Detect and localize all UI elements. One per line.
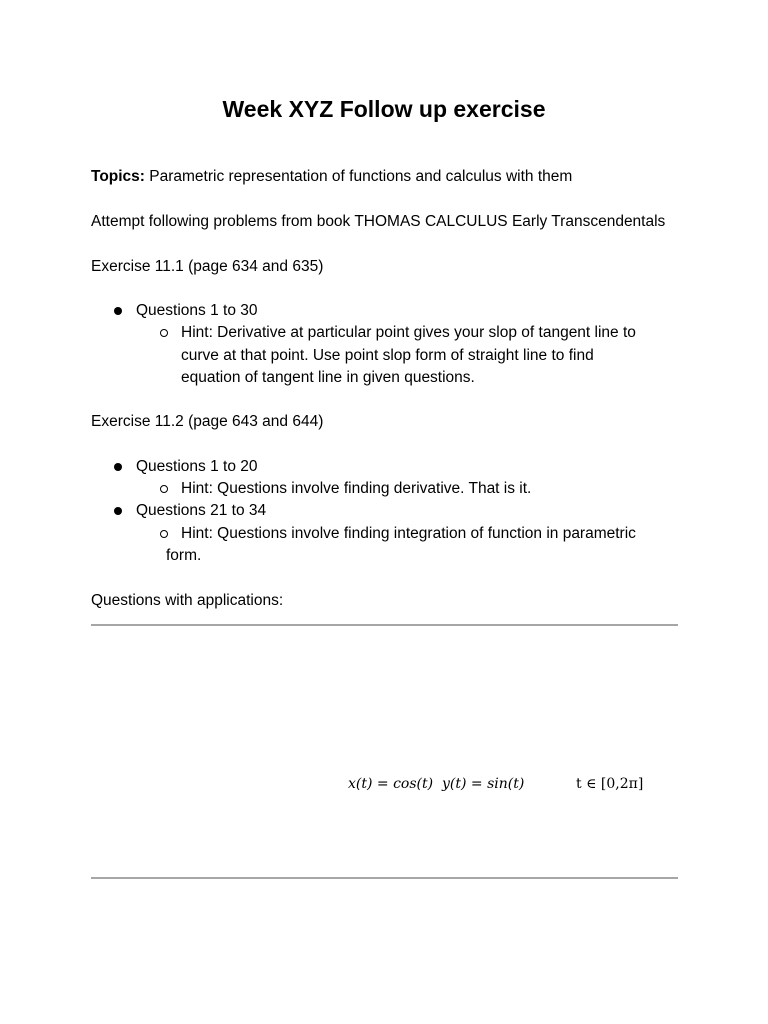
hint-line: equation of tangent line in given questions. bbox=[181, 369, 475, 386]
exercise-2-heading: Exercise 11.2 (page 643 and 644) bbox=[91, 413, 324, 430]
bullet-marker bbox=[114, 507, 122, 515]
bullet-marker bbox=[114, 307, 122, 315]
formula-x: x(t) = cos(t) bbox=[348, 776, 434, 792]
sub-bullet-marker bbox=[160, 329, 168, 337]
intro-text: Attempt following problems from book THOMAS CALCULUS Early Transcendentals bbox=[91, 213, 666, 230]
sub-bullet-marker bbox=[160, 485, 168, 493]
divider bbox=[91, 624, 678, 626]
applications-heading: Questions with applications: bbox=[91, 592, 284, 609]
topics-text: Parametric representation of functions and calculus with them bbox=[144, 168, 573, 185]
exercise-1-item-1: Questions 1 to 30 bbox=[136, 302, 258, 319]
exercise-1-heading: Exercise 11.1 (page 634 and 635) bbox=[91, 258, 324, 275]
divider bbox=[91, 877, 678, 879]
exercise-2-hint-2-line-1: Hint: Questions involve finding integration of function in parametric bbox=[181, 525, 636, 542]
sub-bullet-marker bbox=[160, 530, 168, 538]
formula-domain: t ∈ [0,2π] bbox=[576, 776, 644, 792]
exercise-2-item-2: Questions 21 to 34 bbox=[136, 502, 267, 519]
hint-line: curve at that point. Use point slop form of straight line to find bbox=[181, 346, 594, 364]
exercise-2-hint-2-line-2: form. bbox=[166, 547, 202, 564]
exercise-2-item-1: Questions 1 to 20 bbox=[136, 458, 258, 475]
exercise-2-hint-1: Hint: Questions involve finding derivative. That is it. bbox=[181, 480, 532, 497]
topics-label: Topics: bbox=[91, 168, 145, 185]
exercise-1-hint-1 bbox=[181, 322, 681, 390]
formula-y: y(t) = sin(t) bbox=[442, 776, 525, 792]
bullet-marker bbox=[114, 463, 122, 471]
topics-line bbox=[91, 166, 572, 188]
hint-line: Hint: Derivative at particular point gives your slop of tangent line to bbox=[181, 324, 636, 341]
page-title: Week XYZ Follow up exercise bbox=[222, 96, 546, 122]
